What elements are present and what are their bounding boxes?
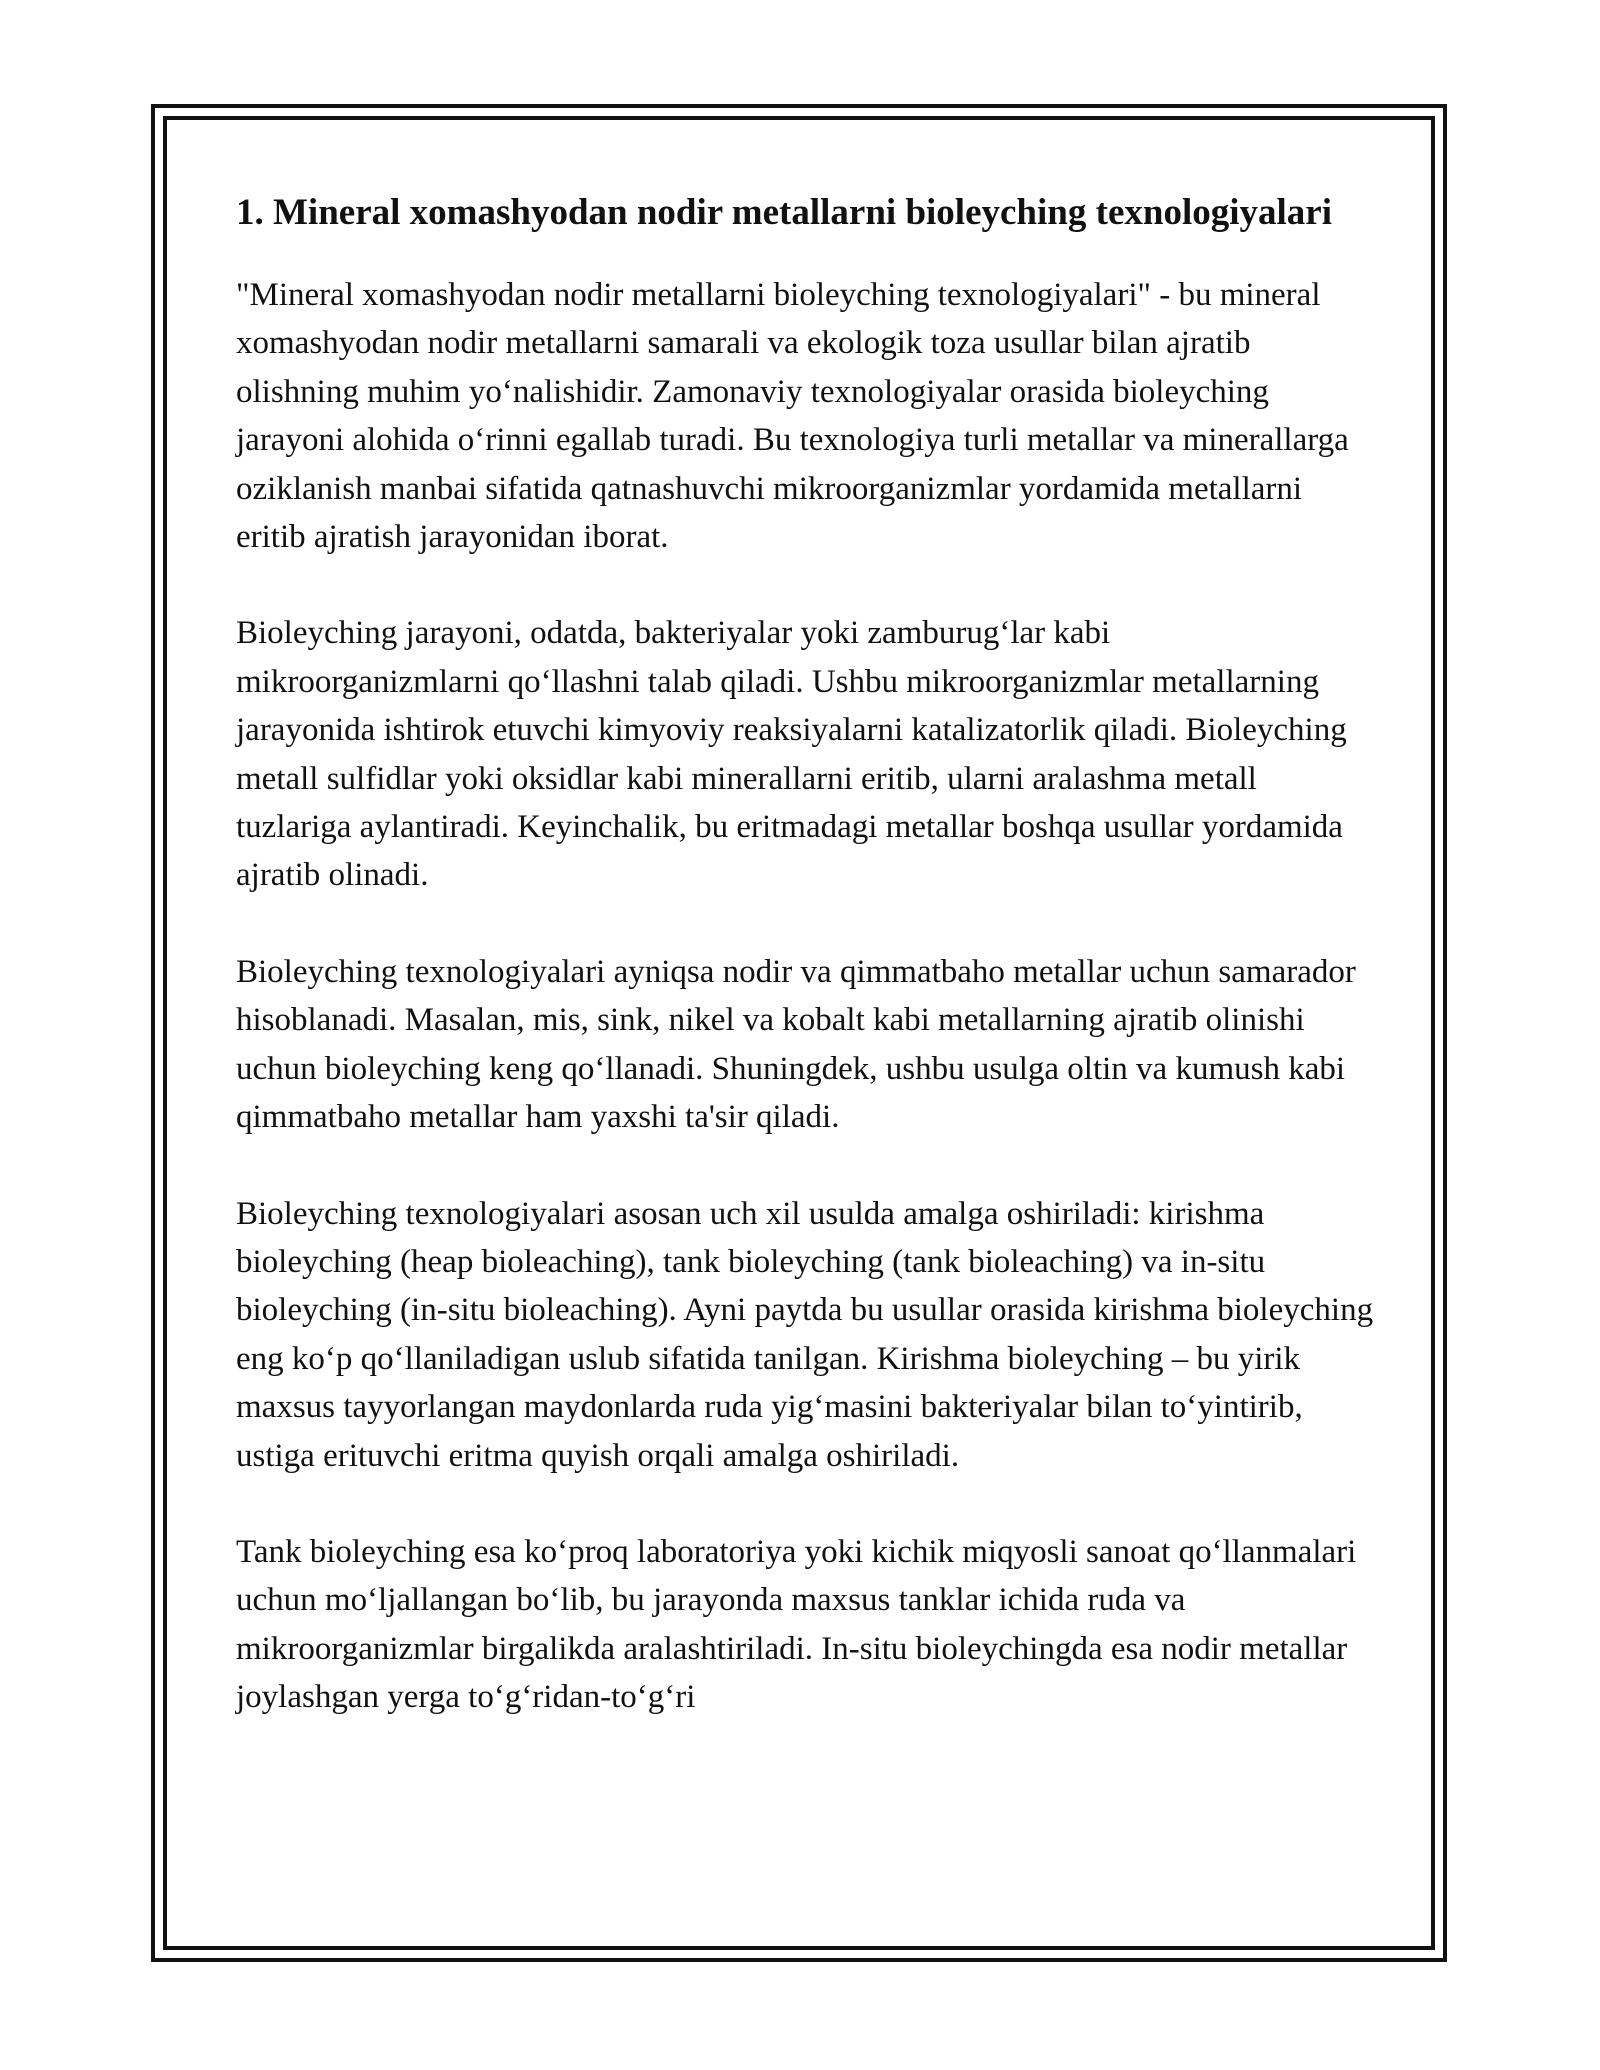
- paragraph-5: Tank bioleyching esa koʻproq laboratoriya yoki kichik miqyosli sanoat qoʻllanmalari uchun moʻljallangan boʻlib, bu jarayonda maxsus tanklar ichida ruda va mikroorganizmlar birgalikda aralashtiriladi. In-situ bioleychingda esa nodir metallar joylashgan yerga toʻgʻridan-toʻgʻri: [236, 1533, 1357, 1716]
- paragraph-2: Bioleyching jarayoni, odatda, bakteriyalar yoki zamburugʻlar kabi mikroorganizmlarni qoʻllashni talab qiladi. Ushbu mikroorganizmlar metallarning jarayonida ishtirok etuvchi kimyoviy reaksiyalarni katalizatorlik qiladi. Bioleyching metall sulfidlar yoki oksidlar kabi minerallarni eritib, ularni aralashma metall tuzlariga aylantiradi. Keyinchalik, bu eritmadagi metallar boshqa usullar yordamida ajratib olinadi.: [236, 615, 1347, 894]
- paragraph-1: "Mineral xomashyodan nodir metallarni bioleyching texnologiyalari" - bu mineral xomashyodan nodir metallarni samarali va ekologik toza usullar bilan ajratib olishning muhim yoʻnalishidir. Zamonaviy texnologiyalar orasida bioleyching jarayoni alohida oʻrinni egallab turadi. Bu texnologiya turli metallar va minerallarga oziklanish manbai sifatida qatnashuvchi mikroorganizmlar yordamida metallarni eritib ajratish jarayonidan iborat.: [236, 277, 1349, 556]
- paragraph-4: Bioleyching texnologiyalari asosan uch xil usulda amalga oshiriladi: kirishma bioleyching (heap bioleaching), tank bioleyching (tank bioleaching) va in-situ bioleyching (in-situ bioleaching). Ayni paytda bu usullar orasida kirishma bioleyching eng koʻp qoʻllaniladigan uslub sifatida tanilgan. Kirishma bioleyching – bu yirik maxsus tayyorlangan maydonlarda ruda yigʻmasini bakteriyalar bilan toʻyintirib, ustiga erituvchi eritma quyish orqali amalga oshiriladi.: [236, 1195, 1374, 1474]
- document-body: [236, 185, 1376, 1770]
- paragraph-3: Bioleyching texnologiyalari ayniqsa nodir va qimmatbaho metallar uchun samarador hisoblanadi. Masalan, mis, sink, nikel va kobalt kabi metallarning ajratib olinishi uchun bioleyching keng qoʻllanadi. Shuningdek, ushbu usulga oltin va kumush kabi qimmatbaho metallar ham yaxshi ta'sir qiladi.: [236, 953, 1356, 1136]
- section-heading: 1. Mineral xomashyodan nodir metallarni bioleyching texnologiyalari: [236, 192, 1332, 233]
